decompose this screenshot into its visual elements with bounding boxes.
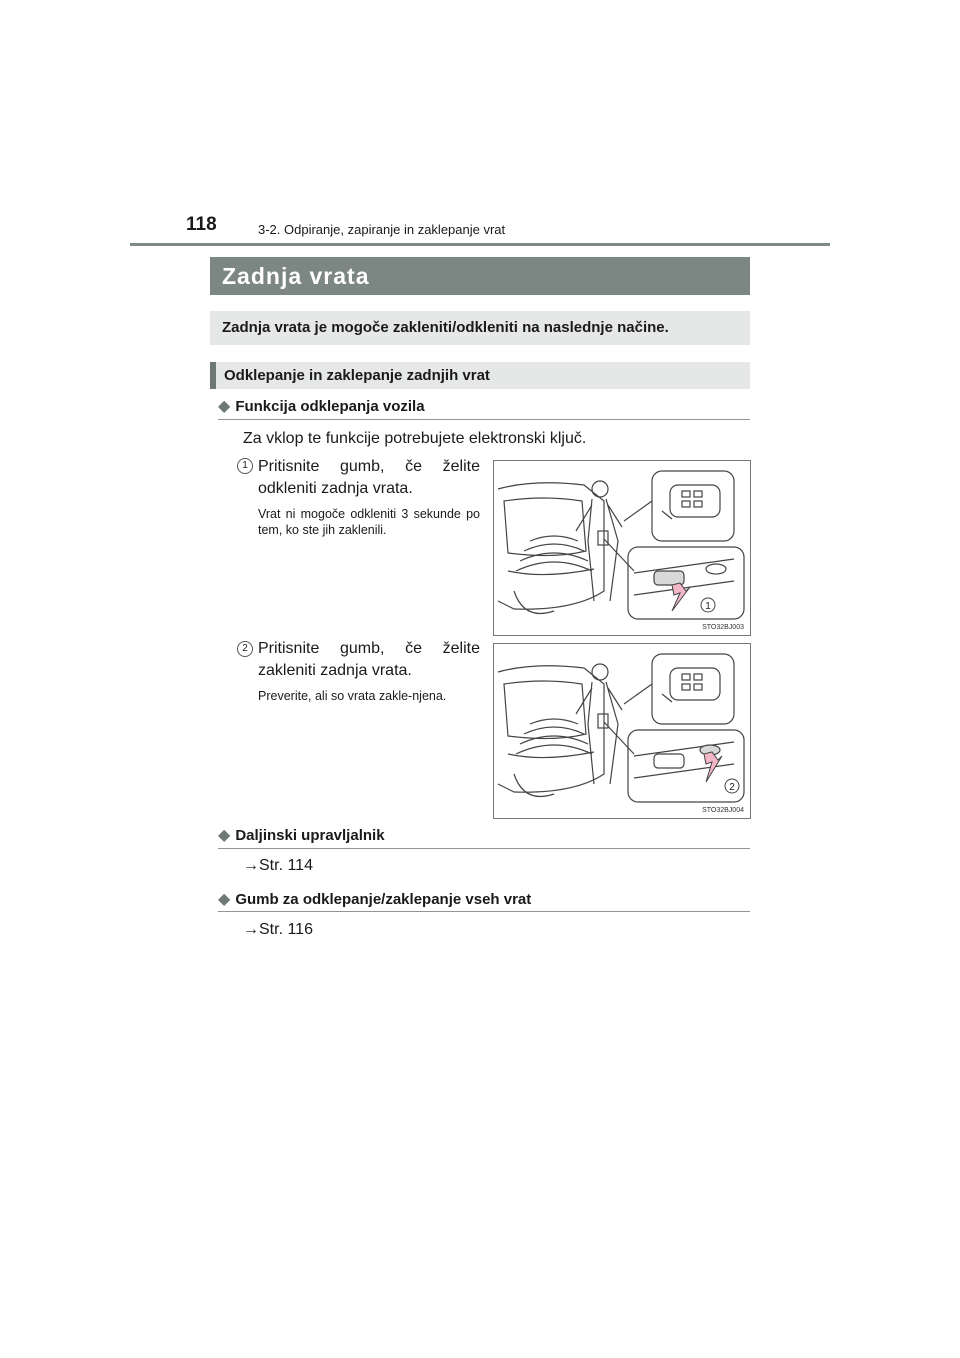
title-bar (210, 257, 750, 295)
feature-heading-3-label: Gumb za odklepanje/zaklepanje vseh vrat (235, 891, 532, 908)
figure-unlock-code: STO32BJ003 (702, 624, 744, 631)
step-1-text: Pritisnite gumb, če želite odkleniti zadnja vrata. (258, 458, 480, 497)
figure-lock-illustration (494, 644, 750, 818)
page-number: 118 (186, 214, 217, 235)
figure-lock (493, 643, 751, 819)
step-number-1: 1 (237, 458, 253, 474)
step-2-text: Pritisnite gumb, če želite zakleniti zadnja vrata. (258, 640, 480, 679)
figure-lock-callout: 2 (729, 782, 735, 793)
diamond-icon: ◆ (218, 827, 231, 844)
diamond-icon: ◆ (218, 398, 231, 415)
step-2-note: Preverite, ali so vrata zakle-njena. (258, 689, 447, 703)
feature-heading-2 (218, 825, 385, 845)
feature-heading-1 (218, 396, 425, 416)
feature-1-text: Za vklop te funkcije potrebujete elektronski ključ. (243, 430, 587, 447)
figure-unlock-callout: 1 (705, 601, 711, 612)
reference-2[interactable] (243, 921, 313, 939)
reference-1-text: Str. 114 (259, 857, 313, 874)
feature-rule-3 (218, 911, 750, 912)
reference-arrow-icon: → (243, 921, 259, 938)
figure-unlock (493, 460, 751, 636)
feature-heading-3 (218, 889, 531, 909)
feature-rule-2 (218, 848, 750, 849)
step-number-2: 2 (237, 641, 253, 657)
step-1-note: Vrat ni mogoče odkleniti 3 sekunde po tem, ko ste jih zaklenili. (258, 507, 480, 537)
feature-heading-1-label: Funkcija odklepanja vozila (235, 398, 425, 415)
diamond-icon: ◆ (218, 891, 231, 908)
intro-text: Zadnja vrata je mogoče zakleniti/odkleniti na naslednje načine. (222, 319, 669, 336)
feature-heading-2-label: Daljinski upravljalnik (235, 827, 385, 844)
reference-1[interactable] (243, 857, 313, 875)
arrow-icon (704, 752, 722, 782)
feature-rule-1 (218, 419, 750, 420)
running-header: 3-2. Odpiranje, zapiranje in zaklepanje vrat (258, 222, 506, 237)
subsection-title: Odklepanje in zaklepanje zadnjih vrat (224, 367, 490, 384)
reference-2-text: Str. 116 (259, 921, 313, 938)
header-rule (130, 243, 830, 246)
figure-unlock-illustration (494, 461, 750, 635)
page-title: Zadnja vrata (222, 263, 370, 289)
subsection-bar (210, 362, 750, 389)
reference-arrow-icon: → (243, 857, 259, 874)
figure-lock-code: STO32BJ004 (702, 807, 744, 814)
intro-box (210, 311, 750, 345)
